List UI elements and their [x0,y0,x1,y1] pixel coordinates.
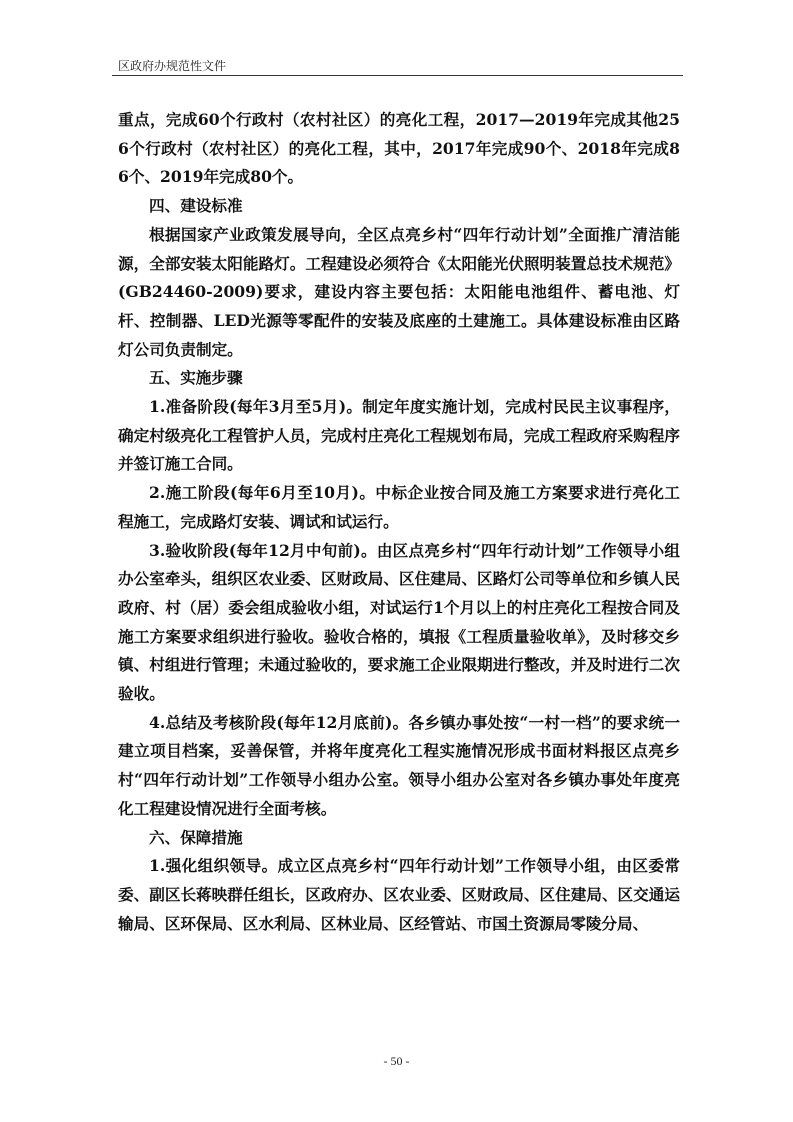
paragraph-step-3: 3.验收阶段(每年12月中旬前)。由区点亮乡村“四年行动计划”工作领导小组办公室牵头，组织区农业委、区财政局、区住建局、区路灯公司等单位和乡镇人民政府、村（居）委会组成验收小组，对试运行1个月以上的村庄亮化工程按合同及施工方案要求组织进行验收。验收合格的，填报《工程质量验收单》，及时移交乡镇、村组进行管理；未通过验收的，要求施工企业限期进行整改，并及时进行二次验收。 [118,540,680,704]
paragraph-step-4: 4.总结及考核阶段(每年12月底前)。各乡镇办事处按“一村一档”的要求统一建立项目档案，妥善保管，并将年度亮化工程实施情况形成书面材料报区点亮乡村“四年行动计划”工作领导小组办公室。领导小组办公室对各乡镇办事处年度亮化工程建设情况进行全面考核。 [118,712,680,818]
paragraph-continued: 重点，完成60个行政村（农村社区）的亮化工程，2017—2019年完成其他256个行政村（农村社区）的亮化工程，其中，2017年完成90个、2018年完成86个、2019年完成80个。 [118,110,680,187]
paragraph-measure-1: 1.强化组织领导。成立区点亮乡村“四年行动计划”工作领导小组，由区委常委、副区长蒋映群任组长，区政府办、区农业委、区财政局、区住建局、区交通运输局、区环保局、区水利局、区林业局、区经管站、市国土资源局零陵分局、 [118,856,680,933]
section-heading-steps: 五、实施步骤 [149,368,243,388]
header-divider [112,75,683,76]
section-heading-standards: 四、建设标准 [149,196,243,216]
running-header: 区政府办规范性文件 [118,59,227,73]
document-body [118,106,680,938]
page-number: - 50 - [383,1054,410,1068]
paragraph-standards: 根据国家产业政策发展导向，全区点亮乡村“四年行动计划”全面推广清洁能源，全部安装太阳能路灯。工程建设必须符合《太阳能光伏照明装置总技术规范》(GB24460-2009)要求，建设内容主要包括：太阳能电池组件、蓄电池、灯杆、控制器、LED光源等零配件的安装及底座的土建施工。具体建设标准由区路灯公司负责制定。 [118,224,680,359]
paragraph-step-1: 1.准备阶段(每年3月至5月)。制定年度实施计划，完成村民民主议事程序，确定村级亮化工程管护人员，完成村庄亮化工程规划布局，完成工程政府采购程序并签订施工合同。 [118,397,680,474]
paragraph-step-2: 2.施工阶段(每年6月至10月)。中标企业按合同及施工方案要求进行亮化工程施工，完成路灯安装、调试和试运行。 [118,483,680,531]
section-heading-measures: 六、保障措施 [149,827,243,847]
